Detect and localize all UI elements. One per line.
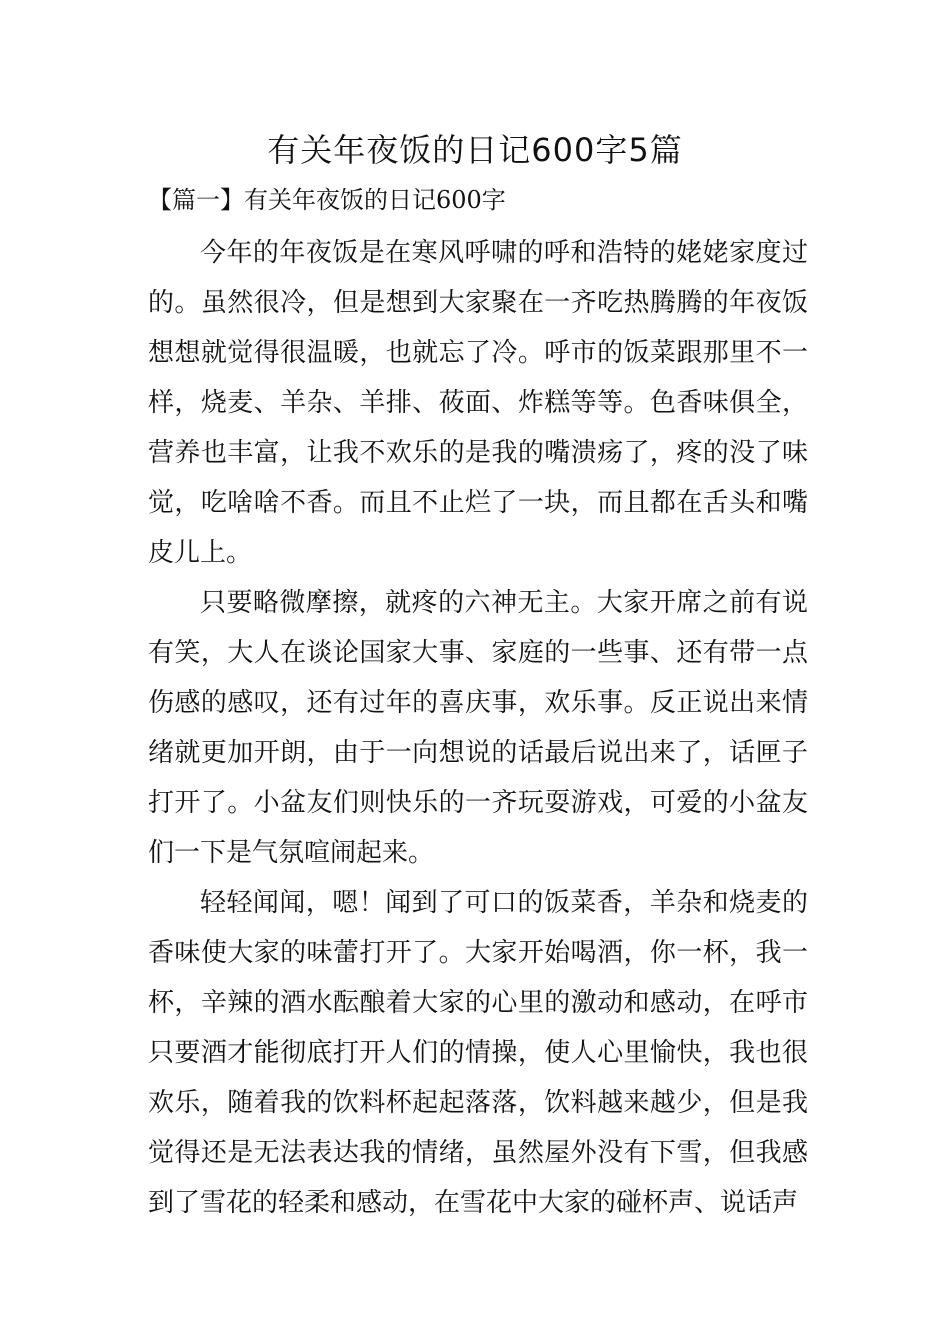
- paragraph: 只要略微摩擦，就疼的六神无主。大家开席之前有说有笑，大人在谈论国家大事、家庭的一些事、还有带一点伤感的感叹，还有过年的喜庆事，欢乐事。反正说出来情绪就更加开朗，由于一向想说的话最后说出来了，话匣子打开了。小盆友们则快乐的一齐玩耍游戏，可爱的小盆友们一下是气氛喧闹起来。: [148, 588, 808, 868]
- section-heading: 【篇一】有关年夜饭的日记600字: [148, 186, 506, 214]
- paragraph: 今年的年夜饭是在寒风呼啸的呼和浩特的姥姥家度过的。虽然很冷，但是想到大家聚在一齐吃热腾腾的年夜饭想想就觉得很温暖，也就忘了冷。呼市的饭菜跟那里不一样，烧麦、羊杂、羊排、莜面、炸糕等等。色香味俱全，营养也丰富，让我不欢乐的是我的嘴溃疡了，疼的没了味觉，吃啥啥不香。而且不止烂了一块，而且都在舌头和嘴皮儿上。: [148, 238, 808, 568]
- document-title: 有关年夜饭的日记600字5篇: [267, 131, 683, 169]
- document-body: [148, 228, 808, 1228]
- paragraph: 轻轻闻闻，嗯！闻到了可口的饭菜香，羊杂和烧麦的香味使大家的味蕾打开了。大家开始喝酒，你一杯，我一杯，辛辣的酒水酝酿着大家的心里的激动和感动，在呼市只要酒才能彻底打开人们的情操，使人心里愉快，我也很欢乐，随着我的饮料杯起起落落，饮料越来越少，但是我觉得还是无法表达我的情绪，虽然屋外没有下雪，但我感到了雪花的轻柔和感动，在雪花中大家的碰杯声、说话声: [148, 888, 808, 1218]
